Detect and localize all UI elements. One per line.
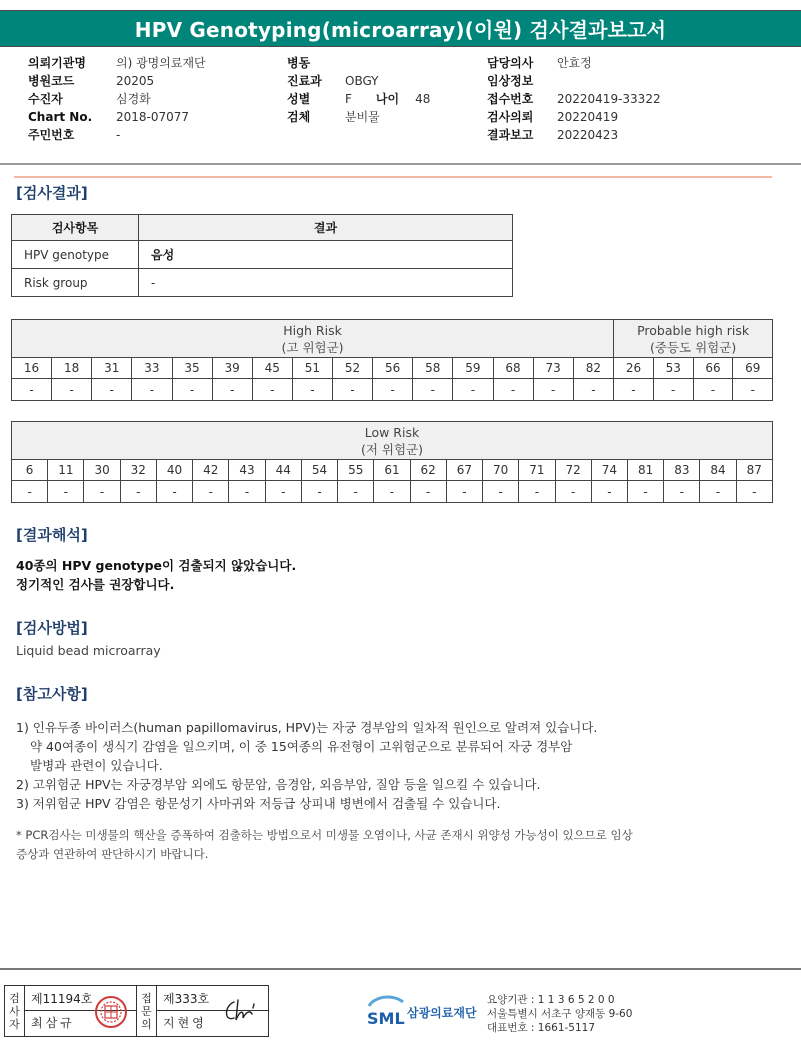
genotype-result: -: [92, 379, 132, 401]
genotype-number: 53: [653, 358, 693, 379]
info-row: [287, 108, 430, 126]
genotype-result: -: [84, 481, 120, 503]
genotype-number: 73: [533, 358, 573, 379]
genotype-number: 82: [573, 358, 613, 379]
genotype-number: 51: [292, 358, 332, 379]
address-line: 서울특별시 서초구 양재동 9-60: [487, 1008, 633, 1020]
genotype-result: -: [374, 481, 410, 503]
result-item: Risk group: [12, 269, 139, 297]
note-item: 발병과 관련이 있습니다.: [30, 758, 163, 773]
section-title-result: [검사결과]: [16, 184, 88, 202]
info-value: F: [345, 92, 352, 106]
low-risk-header: [12, 422, 773, 460]
signature-box: [4, 985, 269, 1037]
info-value: 20220423: [557, 128, 619, 142]
genotype-number: 31: [92, 358, 132, 379]
result-table: [11, 214, 513, 297]
genotype-number: 69: [733, 358, 773, 379]
genotype-number: 39: [212, 358, 252, 379]
genotype-result: -: [12, 379, 52, 401]
note-item: 3) 저위험군 HPV 감염은 항문성기 사마귀와 저등급 상피내 병변에서 검출될 수 있습니다.: [16, 796, 501, 811]
section-title-interpretation: [결과해석]: [16, 526, 88, 544]
genotype-result: -: [265, 481, 301, 503]
table-row: [12, 241, 513, 269]
info-label: Chart No.: [28, 110, 93, 124]
genotype-result: -: [627, 481, 663, 503]
genotype-number: 56: [373, 358, 413, 379]
info-label: 접수번호: [487, 92, 534, 106]
genotype-result: -: [664, 481, 700, 503]
genotype-result: -: [338, 481, 374, 503]
note-item: 1) 인유두종 바이러스(human papillomavirus, HPV)는 자궁 경부암의 일차적 원인으로 알려져 있습니다.: [16, 720, 598, 735]
info-value: 분비물: [345, 110, 380, 124]
high-risk-subtitle: (고 위험군): [281, 339, 344, 355]
info-label: 주민번호: [28, 128, 75, 142]
info-value: 48: [415, 92, 431, 106]
result-header-value: 결과: [139, 215, 513, 241]
note-item: 2) 고위험군 HPV는 자궁경부암 외에도 항문암, 음경암, 외음부암, 질암 등을 일으킬 수 있습니다.: [16, 777, 541, 792]
info-value: 심경화: [116, 92, 151, 106]
genotype-result: -: [614, 379, 654, 401]
info-label: 성별: [287, 92, 311, 106]
genotype-result: -: [453, 379, 493, 401]
genotype-result: -: [120, 481, 156, 503]
info-row: [487, 126, 661, 144]
genotype-number: 59: [453, 358, 493, 379]
info-row: [487, 72, 661, 90]
genotype-result: -: [156, 481, 192, 503]
genotype-result: -: [252, 379, 292, 401]
genotype-number: 62: [410, 460, 446, 481]
info-row: [28, 126, 206, 144]
info-label: 담당의사: [487, 56, 534, 70]
info-value: OBGY: [345, 74, 379, 88]
info-label: 결과보고: [487, 128, 534, 142]
genotype-result: -: [446, 481, 482, 503]
genotype-result: -: [533, 379, 573, 401]
section-title-notes: [참고사항]: [16, 685, 88, 703]
low-risk-subtitle: (저 위험군): [360, 441, 423, 457]
result-header-item: 검사항목: [12, 215, 139, 241]
section-title-method: [검사방법]: [16, 619, 88, 637]
info-row: [487, 90, 661, 108]
info-value: -: [116, 128, 121, 142]
result-item: HPV genotype: [12, 241, 139, 269]
genotype-number: 74: [591, 460, 627, 481]
report-title: HPV Genotyping(microarray)(이원) 검사결과보고서: [134, 18, 667, 42]
high-risk-table: [11, 319, 773, 401]
genotype-number: 26: [614, 358, 654, 379]
table-row: [12, 269, 513, 297]
low-risk-table: [11, 421, 773, 503]
genotype-result: -: [373, 379, 413, 401]
info-value: 20205: [116, 74, 155, 88]
interpretation-line: 정기적인 검사를 권장합니다.: [16, 577, 175, 592]
genotype-result: -: [172, 379, 212, 401]
genotype-result: -: [413, 379, 453, 401]
patient-info-col3: [487, 54, 661, 144]
genotype-result: -: [12, 481, 48, 503]
info-value: 20220419: [557, 110, 619, 124]
info-row: [287, 90, 430, 108]
genotype-result: -: [132, 379, 172, 401]
genotype-result: -: [555, 481, 591, 503]
info-label: 수진자: [28, 92, 63, 106]
info-label: 검사의뢰: [487, 110, 534, 124]
genotype-result: -: [700, 481, 736, 503]
info-row: [28, 54, 206, 72]
info-label: 병원코드: [28, 74, 75, 88]
notes-list: [16, 718, 597, 813]
genotype-result: -: [591, 481, 627, 503]
genotype-number: 32: [120, 460, 156, 481]
footnote: [16, 826, 633, 864]
examiner-cell: [25, 986, 137, 1036]
genotype-number: 11: [48, 460, 84, 481]
genotype-result: -: [229, 481, 265, 503]
specialist-cert: 제333호: [157, 987, 268, 1011]
genotype-number: 87: [736, 460, 772, 481]
genotype-number: 16: [12, 358, 52, 379]
genotype-number: 83: [664, 460, 700, 481]
genotype-result: -: [733, 379, 773, 401]
note-item: 약 40여종이 생식기 감염을 일으키며, 이 중 15여종의 유전형이 고위험군으로 분류되어 자궁 경부암: [30, 739, 573, 754]
info-row: [487, 108, 661, 126]
info-row: [28, 72, 206, 90]
report-title-bar: [0, 10, 801, 47]
genotype-number: 44: [265, 460, 301, 481]
genotype-result: -: [483, 481, 519, 503]
high-risk-title: High Risk: [283, 322, 342, 338]
info-row: [28, 108, 206, 126]
footer-divider: [0, 968, 801, 970]
genotype-number: 42: [193, 460, 229, 481]
result-value: -: [139, 269, 513, 297]
institution-code: 요양기관 : 1 1 3 6 5 2 0 0: [487, 994, 615, 1006]
examiner-label: 검 사 자: [5, 986, 25, 1036]
low-risk-title: Low Risk: [364, 424, 420, 440]
genotype-number: 35: [172, 358, 212, 379]
info-label: 검체: [287, 110, 311, 124]
footnote-line: * PCR검사는 미생물의 핵산을 증폭하여 검출하는 방법으로서 미생물 오염이나, 사균 존재시 위양성 가능성이 있으므로 임상: [16, 828, 633, 842]
info-label: 진료과: [287, 74, 322, 88]
genotype-result: -: [48, 481, 84, 503]
genotype-result: -: [693, 379, 733, 401]
genotype-number: 54: [301, 460, 337, 481]
genotype-result: -: [193, 481, 229, 503]
info-label: 나이: [375, 92, 400, 106]
info-row: [487, 54, 661, 72]
genotype-result: -: [493, 379, 533, 401]
footnote-line: 증상과 연관하여 판단하시기 바랍니다.: [16, 847, 209, 861]
accent-divider: [14, 176, 772, 178]
examiner-cert: 제11194호: [25, 987, 136, 1011]
genotype-number: 6: [12, 460, 48, 481]
genotype-number: 68: [493, 358, 533, 379]
genotype-number: 55: [338, 460, 374, 481]
genotype-result: -: [410, 481, 446, 503]
info-label: 임상정보: [487, 74, 534, 88]
specialist-label: 접 문 의: [137, 986, 157, 1036]
genotype-number: 30: [84, 460, 120, 481]
genotype-result: -: [573, 379, 613, 401]
genotype-number: 18: [52, 358, 92, 379]
genotype-number: 81: [627, 460, 663, 481]
info-value: 2018-07077: [116, 110, 190, 124]
svg-text:SML: SML: [367, 1009, 405, 1028]
specialist-cell: [157, 986, 268, 1036]
info-row: [287, 72, 430, 90]
genotype-number: 72: [555, 460, 591, 481]
method-text: Liquid bead microarray: [16, 643, 161, 658]
seal-icon: [94, 995, 128, 1029]
genotype-result: -: [301, 481, 337, 503]
info-value: 안효정: [557, 56, 592, 70]
patient-info-col2: [287, 54, 430, 126]
genotype-number: 40: [156, 460, 192, 481]
probable-high-risk-title: Probable high risk: [637, 322, 750, 338]
genotype-result: -: [333, 379, 373, 401]
genotype-result: -: [52, 379, 92, 401]
genotype-result: -: [653, 379, 693, 401]
result-value: 음성: [139, 241, 513, 269]
info-label: 병동: [287, 56, 311, 70]
genotype-number: 58: [413, 358, 453, 379]
genotype-result: -: [519, 481, 555, 503]
genotype-result: -: [736, 481, 772, 503]
examiner-name: 최삼규: [31, 1016, 75, 1030]
foundation-name: 삼광의료재단: [407, 1006, 477, 1020]
info-label: 의뢰기관명: [28, 56, 86, 70]
genotype-number: 61: [374, 460, 410, 481]
specialist-name: 지현영: [163, 1016, 207, 1030]
patient-info-col1: [28, 54, 206, 144]
info-value: 20220419-33322: [557, 92, 661, 106]
divider: [0, 163, 801, 165]
genotype-number: 45: [252, 358, 292, 379]
genotype-number: 52: [333, 358, 373, 379]
genotype-number: 33: [132, 358, 172, 379]
genotype-number: 70: [483, 460, 519, 481]
signature-icon: [220, 996, 260, 1026]
info-row: [287, 54, 430, 72]
probable-high-risk-header: [614, 320, 773, 358]
interpretation-line: 40종의 HPV genotype이 검출되지 않았습니다.: [16, 558, 297, 573]
genotype-number: 43: [229, 460, 265, 481]
foundation-address: [487, 993, 632, 1035]
genotype-result: -: [212, 379, 252, 401]
high-risk-header: [12, 320, 614, 358]
genotype-number: 84: [700, 460, 736, 481]
interpretation-text: [16, 556, 296, 594]
info-row: [28, 90, 206, 108]
genotype-number: 67: [446, 460, 482, 481]
probable-high-risk-subtitle: (중등도 위험군): [650, 339, 737, 355]
genotype-number: 71: [519, 460, 555, 481]
genotype-number: 66: [693, 358, 733, 379]
info-value: 의) 광명의료재단: [116, 56, 206, 70]
genotype-result: -: [292, 379, 332, 401]
phone-line: 대표번호 : 1661-5117: [487, 1022, 596, 1034]
